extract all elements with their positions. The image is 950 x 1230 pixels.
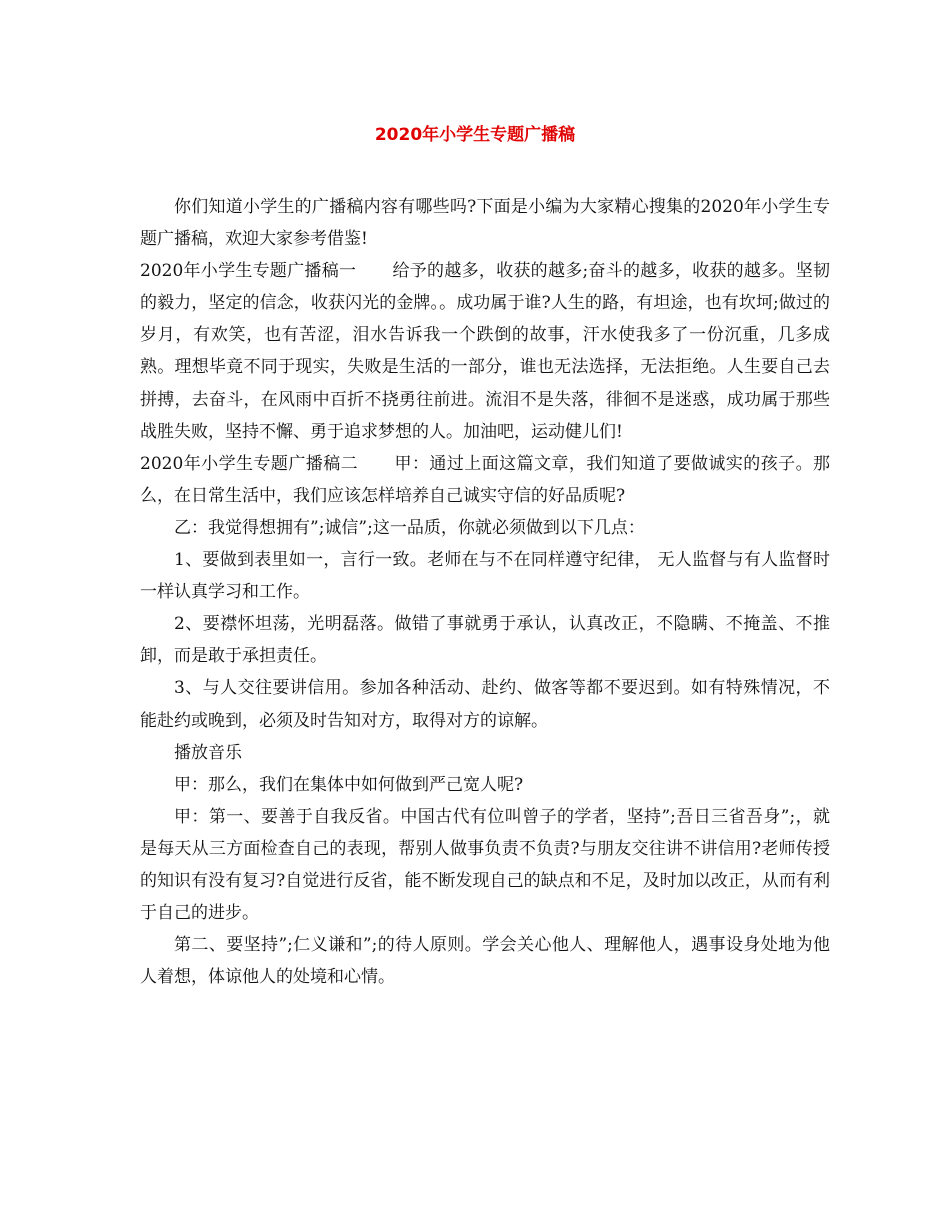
paragraph-text: 2、要襟怀坦荡，光明磊落。做错了事就勇于承认，认真改正，不隐瞒、不掩盖、不推卸，而是敢于承担责任。 xyxy=(140,614,830,667)
paragraph-text: 甲：第一、要善于自我反省。中国古代有位叫曾子的学者，坚持”;吾日三省吾身”;，就是每天从三方面检查自己的表现，帮别人做事负责不负责?与朋友交往讲不讲信用?老师传授的知识有没有复习?自觉进行反省，能不断发现自己的缺点和不足，及时加以改正，从而有利于自己的进步。 xyxy=(140,806,830,924)
document-body xyxy=(140,191,830,993)
paragraph-text: 给予的越多，收获的越多;奋斗的越多，收获的越多。坚韧的毅力，坚定的信念，收获闪光的金牌。。成功属于谁?人生的路，有坦途，也有坎坷;做过的岁月，有欢笑，也有苦涩，泪水告诉我一个跌倒的故事，汗水使我多了一份沉重，几多成熟。理想毕竟不同于现实，失败是生活的一部分，谁也无法选择，无法拒绝。人生要自己去拼搏，去奋斗，在风雨中百折不挠勇往前进。流泪不是失落，徘徊不是迷惑，成功属于那些战胜失败，坚持不懈、勇于追求梦想的人。加油吧，运动健儿们! xyxy=(140,261,831,442)
paragraph-text: 1、要做到表里如一，言行一致。老师在与不在同样遵守纪律， 无人监督与有人监督时一样认真学习和工作。 xyxy=(140,550,830,603)
paragraph-text: 甲：通过上面这篇文章，我们知道了要做诚实的孩子。那么，在日常生活中，我们应该怎样培养自己诚实守信的好品质呢? xyxy=(140,453,831,506)
paragraph-text: 你们知道小学生的广播稿内容有哪些吗?下面是小编为大家精心搜集的2020年小学生专题广播稿，欢迎大家参考借鉴! xyxy=(140,197,830,250)
body-paragraph xyxy=(140,801,830,929)
body-paragraph xyxy=(140,929,830,993)
section-paragraph xyxy=(140,255,830,448)
paragraph-text: 第二、要坚持”;仁义谦和”;的待人原则。学会关心他人、理解他人，遇事设身处地为他人着想，体谅他人的处境和心情。 xyxy=(140,935,830,988)
paragraph-text: 甲：那么，我们在集体中如何做到严己宽人呢? xyxy=(174,774,524,795)
section-heading: 2020年小学生专题广播稿一 xyxy=(140,261,357,282)
section-heading: 2020年小学生专题广播稿二 xyxy=(140,453,359,474)
body-paragraph xyxy=(140,608,830,672)
paragraph-text: 乙：我觉得想拥有”;诚信”;这一品质，你就必须做到以下几点： xyxy=(174,517,645,538)
body-paragraph xyxy=(140,512,830,544)
section-paragraph xyxy=(140,448,830,512)
paragraph-text: 3、与人交往要讲信用。参加各种活动、赴约、做客等都不要迟到。如有特殊情况，不能赴约或晚到，必须及时告知对方，取得对方的谅解。 xyxy=(140,678,830,731)
document-title: 2020年小学生专题广播稿 xyxy=(374,125,576,145)
paragraph-text: 播放音乐 xyxy=(174,742,242,763)
body-paragraph xyxy=(140,544,830,608)
body-paragraph xyxy=(140,737,830,769)
body-paragraph xyxy=(140,769,830,801)
body-paragraph xyxy=(140,191,830,255)
body-paragraph xyxy=(140,672,830,736)
